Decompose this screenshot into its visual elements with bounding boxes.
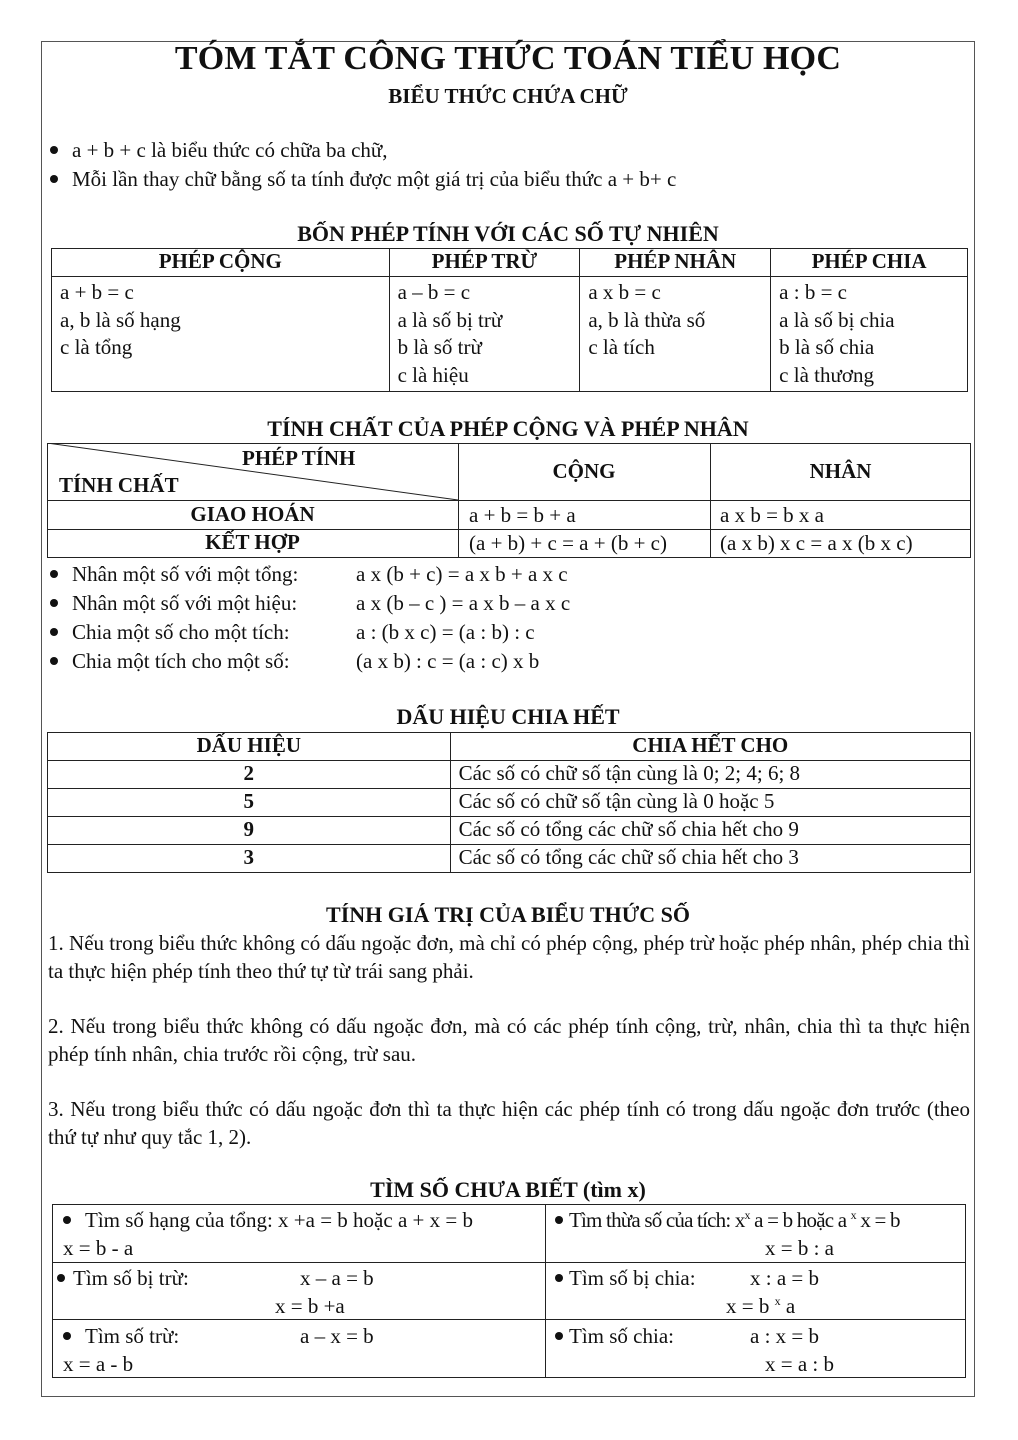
find-dividend-equation: x : a = b (750, 1266, 819, 1290)
div-number: 2 (48, 761, 451, 789)
page-title: TÓM TẮT CÔNG THỨC TOÁN TIỂU HỌC (174, 40, 842, 77)
div-rule: Các số có chữ số tận cùng là 0 hoặc 5 (450, 789, 970, 817)
section-heading-find-x: TÌM SỐ CHƯA BIẾT (tìm x) (370, 1177, 646, 1202)
div-rule: Các số có chữ số tận cùng là 0; 2; 4; 6; 8 (450, 761, 970, 789)
eval-rule-3: 3. Nếu trong biểu thức có dấu ngoặc đơn thì ta thực hiện các phép tính có trong dấu ngoặc đơn trước (theo thứ tự như quy tắc 1, 2). (48, 1097, 970, 1149)
rule-formula: a x (b + c) = a x b + a x c (356, 562, 568, 586)
eval-rule-2: 2. Nếu trong biểu thức không có dấu ngoặc đơn, mà có các phép tính cộng, trừ, nhân, chia thì ta thực hiện phép tính nhân, chia trước rồi cộng, trừ sau. (48, 1014, 970, 1066)
section-heading-evaluation: TÍNH GIÁ TRỊ CỦA BIỂU THỨC SỐ (326, 902, 690, 927)
find-divisor-equation: a : x = b (750, 1324, 819, 1348)
find-factor: Tìm thừa số của tích: $x^x$ a = b hoặc a $^x$ x = b (555, 1208, 900, 1233)
rule-item: Chia một số cho một tích: (50, 620, 290, 645)
find-dividend-solution: x = b $^x$ a (726, 1294, 796, 1318)
find-minuend-solution: x = b +a (275, 1294, 345, 1318)
op-cell-sub: a – b = c a là số bị trừ b là số trừ c là hiệu (389, 277, 580, 392)
operations-table (51, 248, 968, 392)
rule-item: Nhân một số với một hiệu: (50, 591, 297, 616)
col-header-mul: NHÂN (809, 459, 872, 483)
op-header: PHÉP CHIA (771, 249, 968, 277)
find-addend-solution: x = b - a (63, 1236, 134, 1260)
rule-formula: (a x b) : c = (a : c) x b (356, 649, 540, 673)
find-minuend-equation: x – a = b (300, 1266, 374, 1290)
div-rule: Các số có tổng các chữ số chia hết cho 9 (450, 817, 970, 845)
rule-item: Chia một tích cho một số: (50, 649, 290, 674)
find-x-table (52, 1204, 966, 1378)
find-addend: Tìm số hạng của tổng: x +a = b hoặc a + x = b (63, 1208, 473, 1233)
op-cell-add: a + b = c a, b là số hạng c là tổng (52, 277, 390, 392)
bullet-icon (63, 1216, 71, 1224)
bullet-icon (555, 1216, 563, 1224)
op-cell-mul: a x b = c a, b là thừa số c là tích (580, 277, 771, 392)
rule-item: Nhân một số với một tổng: (50, 562, 298, 587)
section-heading-properties: TÍNH CHẤT CỦA PHÉP CỘNG VÀ PHÉP NHÂN (267, 416, 749, 441)
properties-table (47, 443, 971, 558)
section-heading-operations: BỐN PHÉP TÍNH VỚI CÁC SỐ TỰ NHIÊN (297, 221, 719, 246)
rule-formula: a x (b – c ) = a x b – a x c (356, 591, 571, 615)
prop-add-formula: (a + b) + c = a + (b + c) (469, 531, 667, 555)
bullet-icon (555, 1332, 563, 1340)
find-minuend: Tìm số bị trừ: (57, 1266, 189, 1291)
find-subtrahend: Tìm số trừ: (63, 1324, 179, 1349)
bullet-icon (57, 1274, 65, 1282)
find-subtrahend-solution: x = a - b (63, 1352, 134, 1376)
prop-add-formula: a + b = b + a (469, 503, 576, 527)
bullet-icon (555, 1274, 563, 1282)
bullet-icon (50, 175, 58, 183)
div-header-sign: DẤU HIỆU (48, 733, 451, 761)
section-heading-divisibility: DẤU HIỆU CHIA HẾT (396, 704, 620, 729)
bullet-icon (50, 657, 58, 665)
corner-label-operation: PHÉP TÍNH (242, 446, 356, 470)
eval-rule-1: 1. Nếu trong biểu thức không có dấu ngoặc đơn, mà chỉ có phép cộng, phép trừ hoặc phép nhân, phép chia thì ta thực hiện phép tính theo thứ tự từ trái sang phải. (48, 931, 970, 983)
bullet-icon (50, 570, 58, 578)
corner-label-property: TÍNH CHẤT (59, 473, 179, 497)
div-number: 5 (48, 789, 451, 817)
prop-mul-formula: (a x b) x c = a x (b x c) (720, 531, 913, 555)
intro-bullet: Mỗi lần thay chữ bằng số ta tính được một giá trị của biểu thức a + b+ c (50, 167, 676, 192)
find-divisor-solution: x = a : b (765, 1352, 834, 1376)
bullet-icon (50, 146, 58, 154)
find-divisor: Tìm số chia: (555, 1324, 674, 1349)
page-subtitle: BIỂU THỨC CHỨA CHỮ (388, 84, 628, 108)
op-header: PHÉP NHÂN (580, 249, 771, 277)
find-subtrahend-equation: a – x = b (300, 1324, 374, 1348)
bullet-icon (63, 1332, 71, 1340)
bullet-icon (50, 628, 58, 636)
rule-formula: a : (b x c) = (a : b) : c (356, 620, 535, 644)
col-header-add: CỘNG (552, 459, 616, 483)
prop-name: GIAO HOÁN (190, 502, 315, 526)
op-header: PHÉP CỘNG (52, 249, 390, 277)
div-rule: Các số có tổng các chữ số chia hết cho 3 (450, 845, 970, 873)
op-header: PHÉP TRỪ (389, 249, 580, 277)
div-number: 9 (48, 817, 451, 845)
op-cell-div: a : b = c a là số bị chia b là số chia c là thương (771, 277, 968, 392)
div-number: 3 (48, 845, 451, 873)
bullet-icon (50, 599, 58, 607)
divisibility-table (47, 732, 971, 873)
prop-mul-formula: a x b = b x a (720, 503, 824, 527)
find-dividend: Tìm số bị chia: (555, 1266, 696, 1291)
div-header-divisible: CHIA HẾT CHO (450, 733, 970, 761)
find-factor-solution: x = b : a (765, 1236, 834, 1260)
intro-bullet: a + b + c là biểu thức có chữa ba chữ, (50, 138, 388, 163)
prop-name: KẾT HỢP (205, 530, 300, 554)
